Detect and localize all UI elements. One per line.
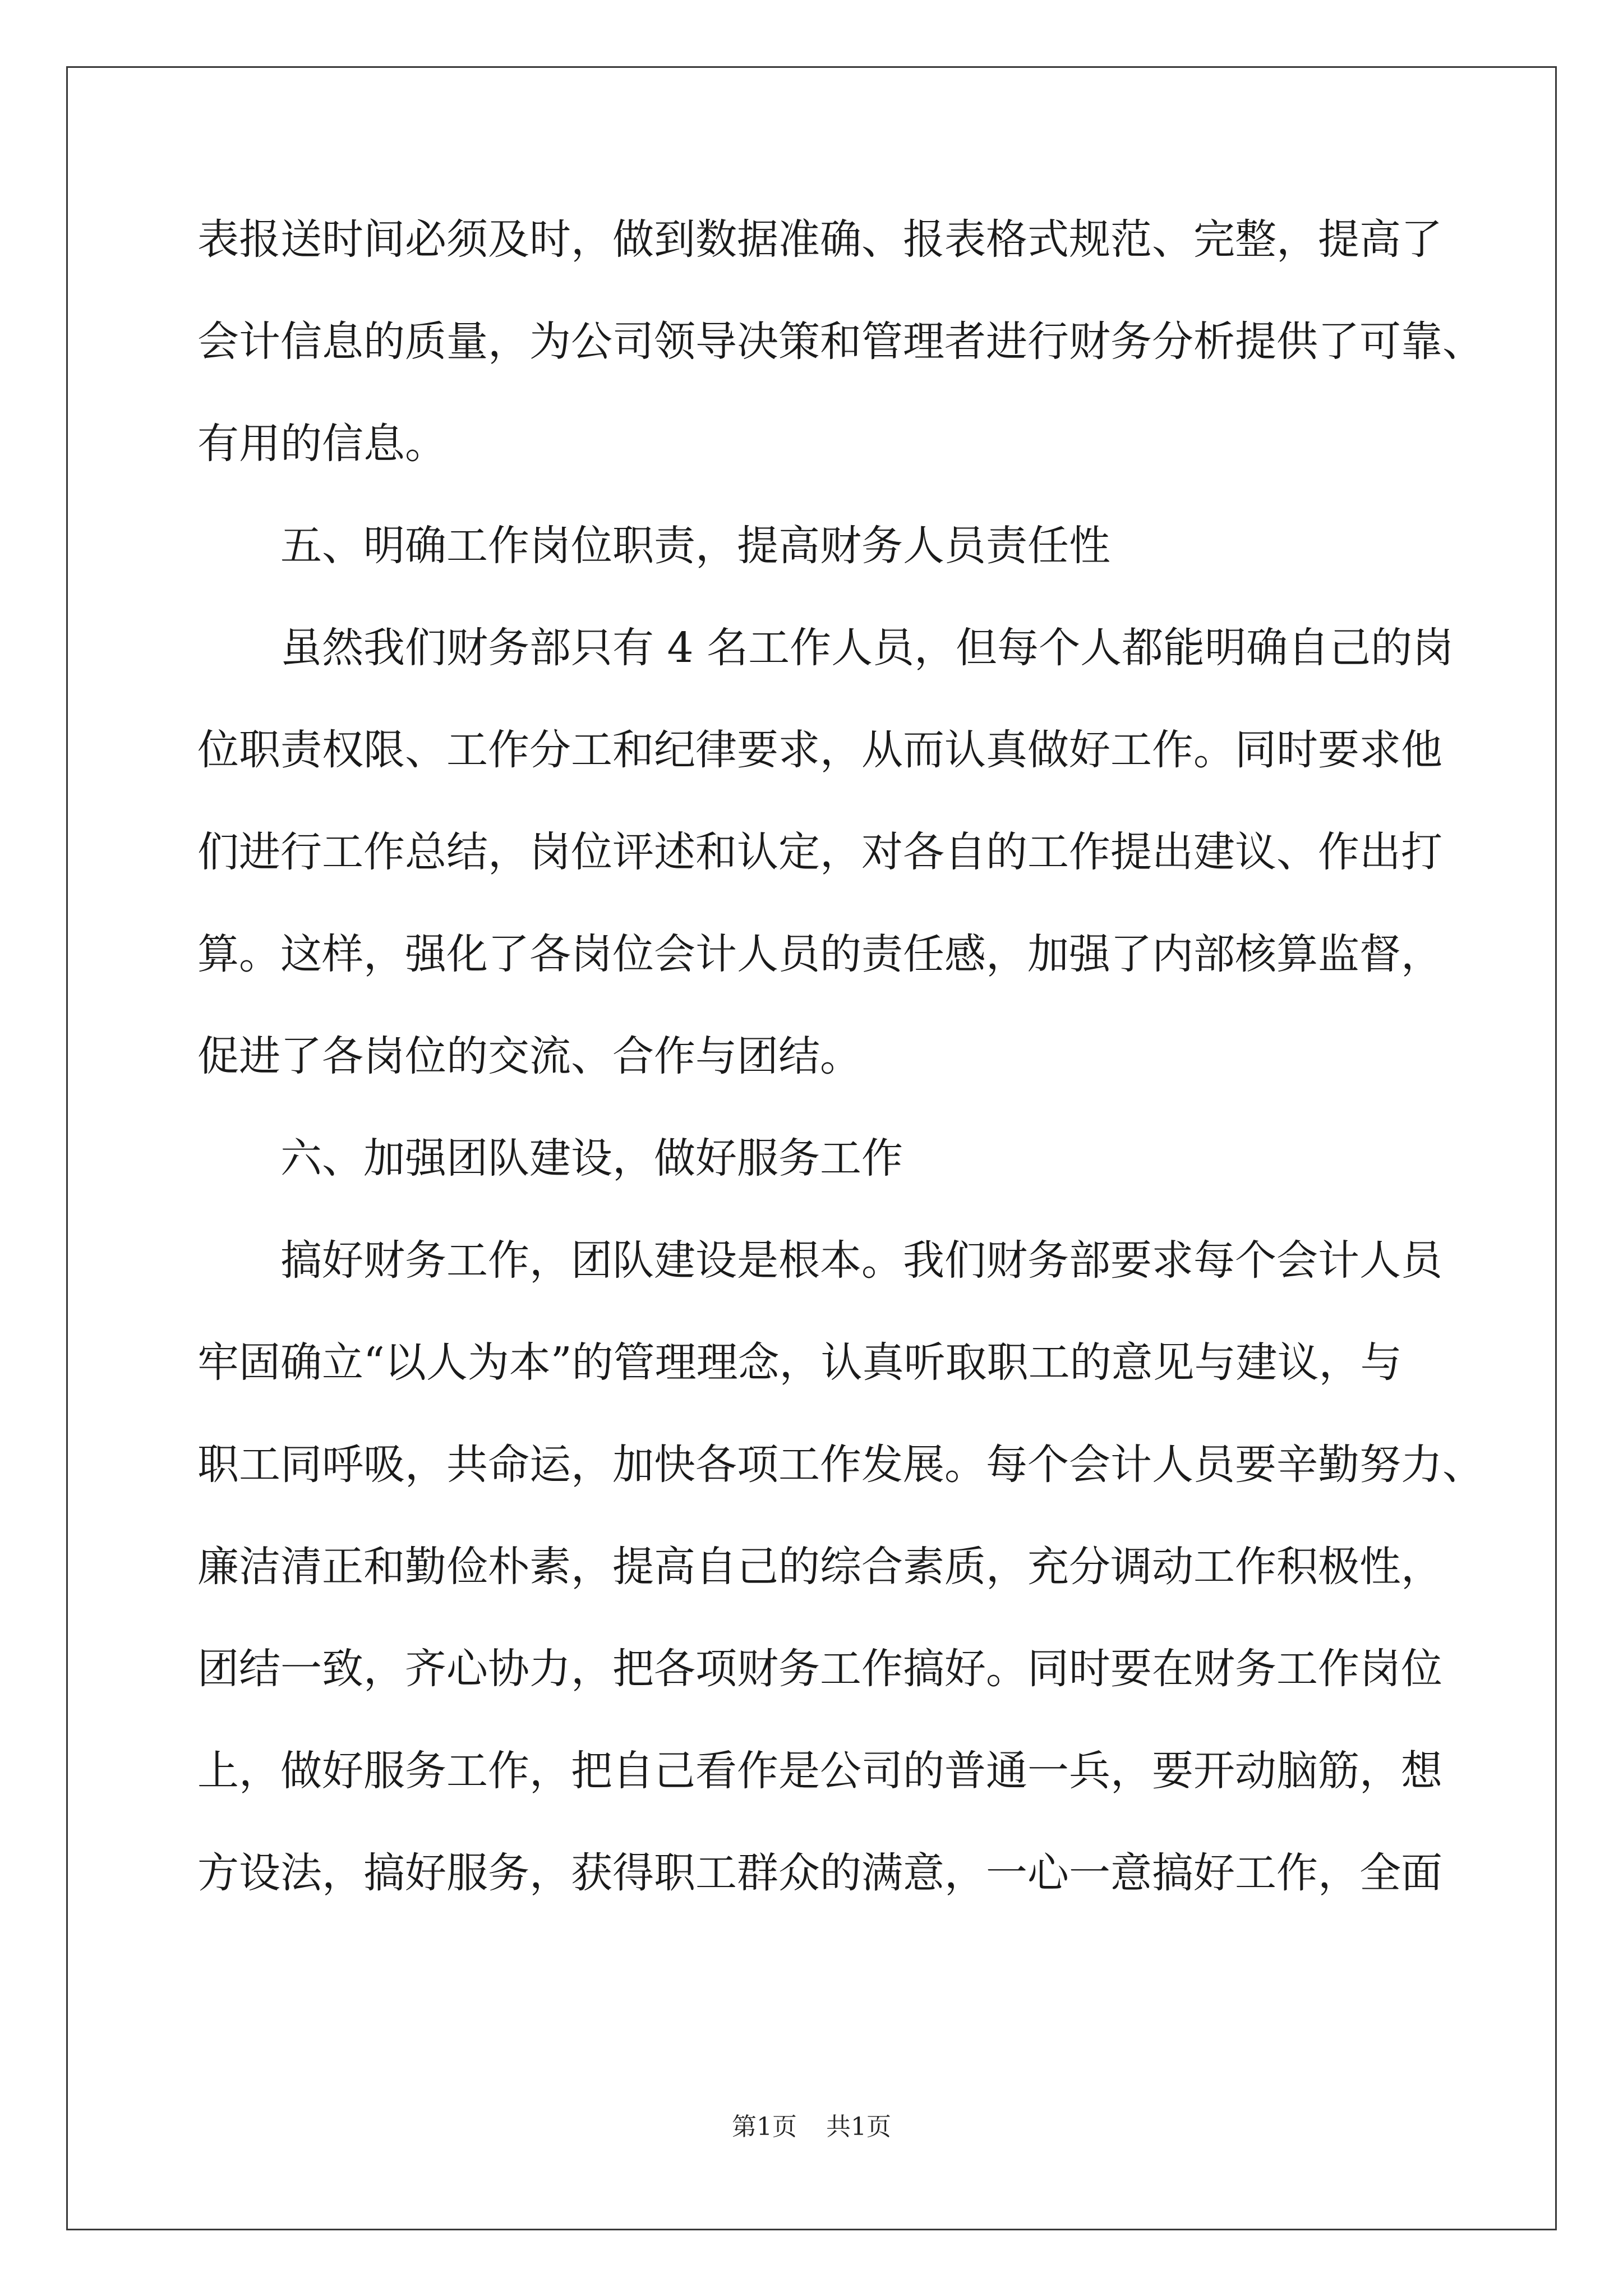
text-line-5: 虽然我们财务部只有 4 名工作人员，但每个人都能明确自己的岗 [280,624,1454,672]
text-line-14: 廉洁清正和勤俭朴素，提高自己的综合素质，充分调动工作积极性， [197,1543,1442,1591]
document-body [197,215,1484,1954]
text-line-15: 团结一致，齐心协力，把各项财务工作搞好。同时要在财务工作岗位 [197,1645,1442,1693]
page-total: 共1页 [826,2113,891,2141]
text-line-2: 会计信息的质量，为公司领导决策和管理者进行财务分析提供了可靠、 [197,318,1484,366]
text-line-17: 方设法，搞好服务，获得职工群众的满意，一心一意搞好工作，全面 [197,1849,1442,1897]
section-heading-5: 五、明确工作岗位职责，提高财务人员责任性 [280,522,1110,570]
text-line-13: 职工同呼吸，共命运，加快各项工作发展。每个会计人员要辛勤努力、 [197,1441,1484,1489]
page-number: 第1页 [732,2113,797,2141]
page-footer [0,2115,1623,2139]
text-line-12: 牢固确立“以人为本”的管理理念，认真听取职工的意见与建议，与 [197,1338,1402,1387]
text-line-11: 搞好财务工作，团队建设是根本。我们财务部要求每个会计人员 [280,1236,1442,1285]
text-line-9: 促进了各岗位的交流、合作与团结。 [197,1032,861,1080]
text-line-8: 算。这样，强化了各岗位会计人员的责任感，加强了内部核算监督， [197,930,1442,978]
text-line-1: 表报送时间必须及时，做到数据准确、报表格式规范、完整，提高了 [197,215,1442,264]
text-line-6: 位职责权限、工作分工和纪律要求，从而认真做好工作。同时要求他 [197,726,1442,774]
text-line-7: 们进行工作总结，岗位评述和认定，对各自的工作提出建议、作出打 [197,828,1442,876]
section-heading-6: 六、加强团队建设，做好服务工作 [280,1134,903,1182]
text-line-3: 有用的信息。 [197,420,446,468]
text-line-16: 上，做好服务工作，把自己看作是公司的普通一兵，要开动脑筋，想 [197,1747,1442,1795]
